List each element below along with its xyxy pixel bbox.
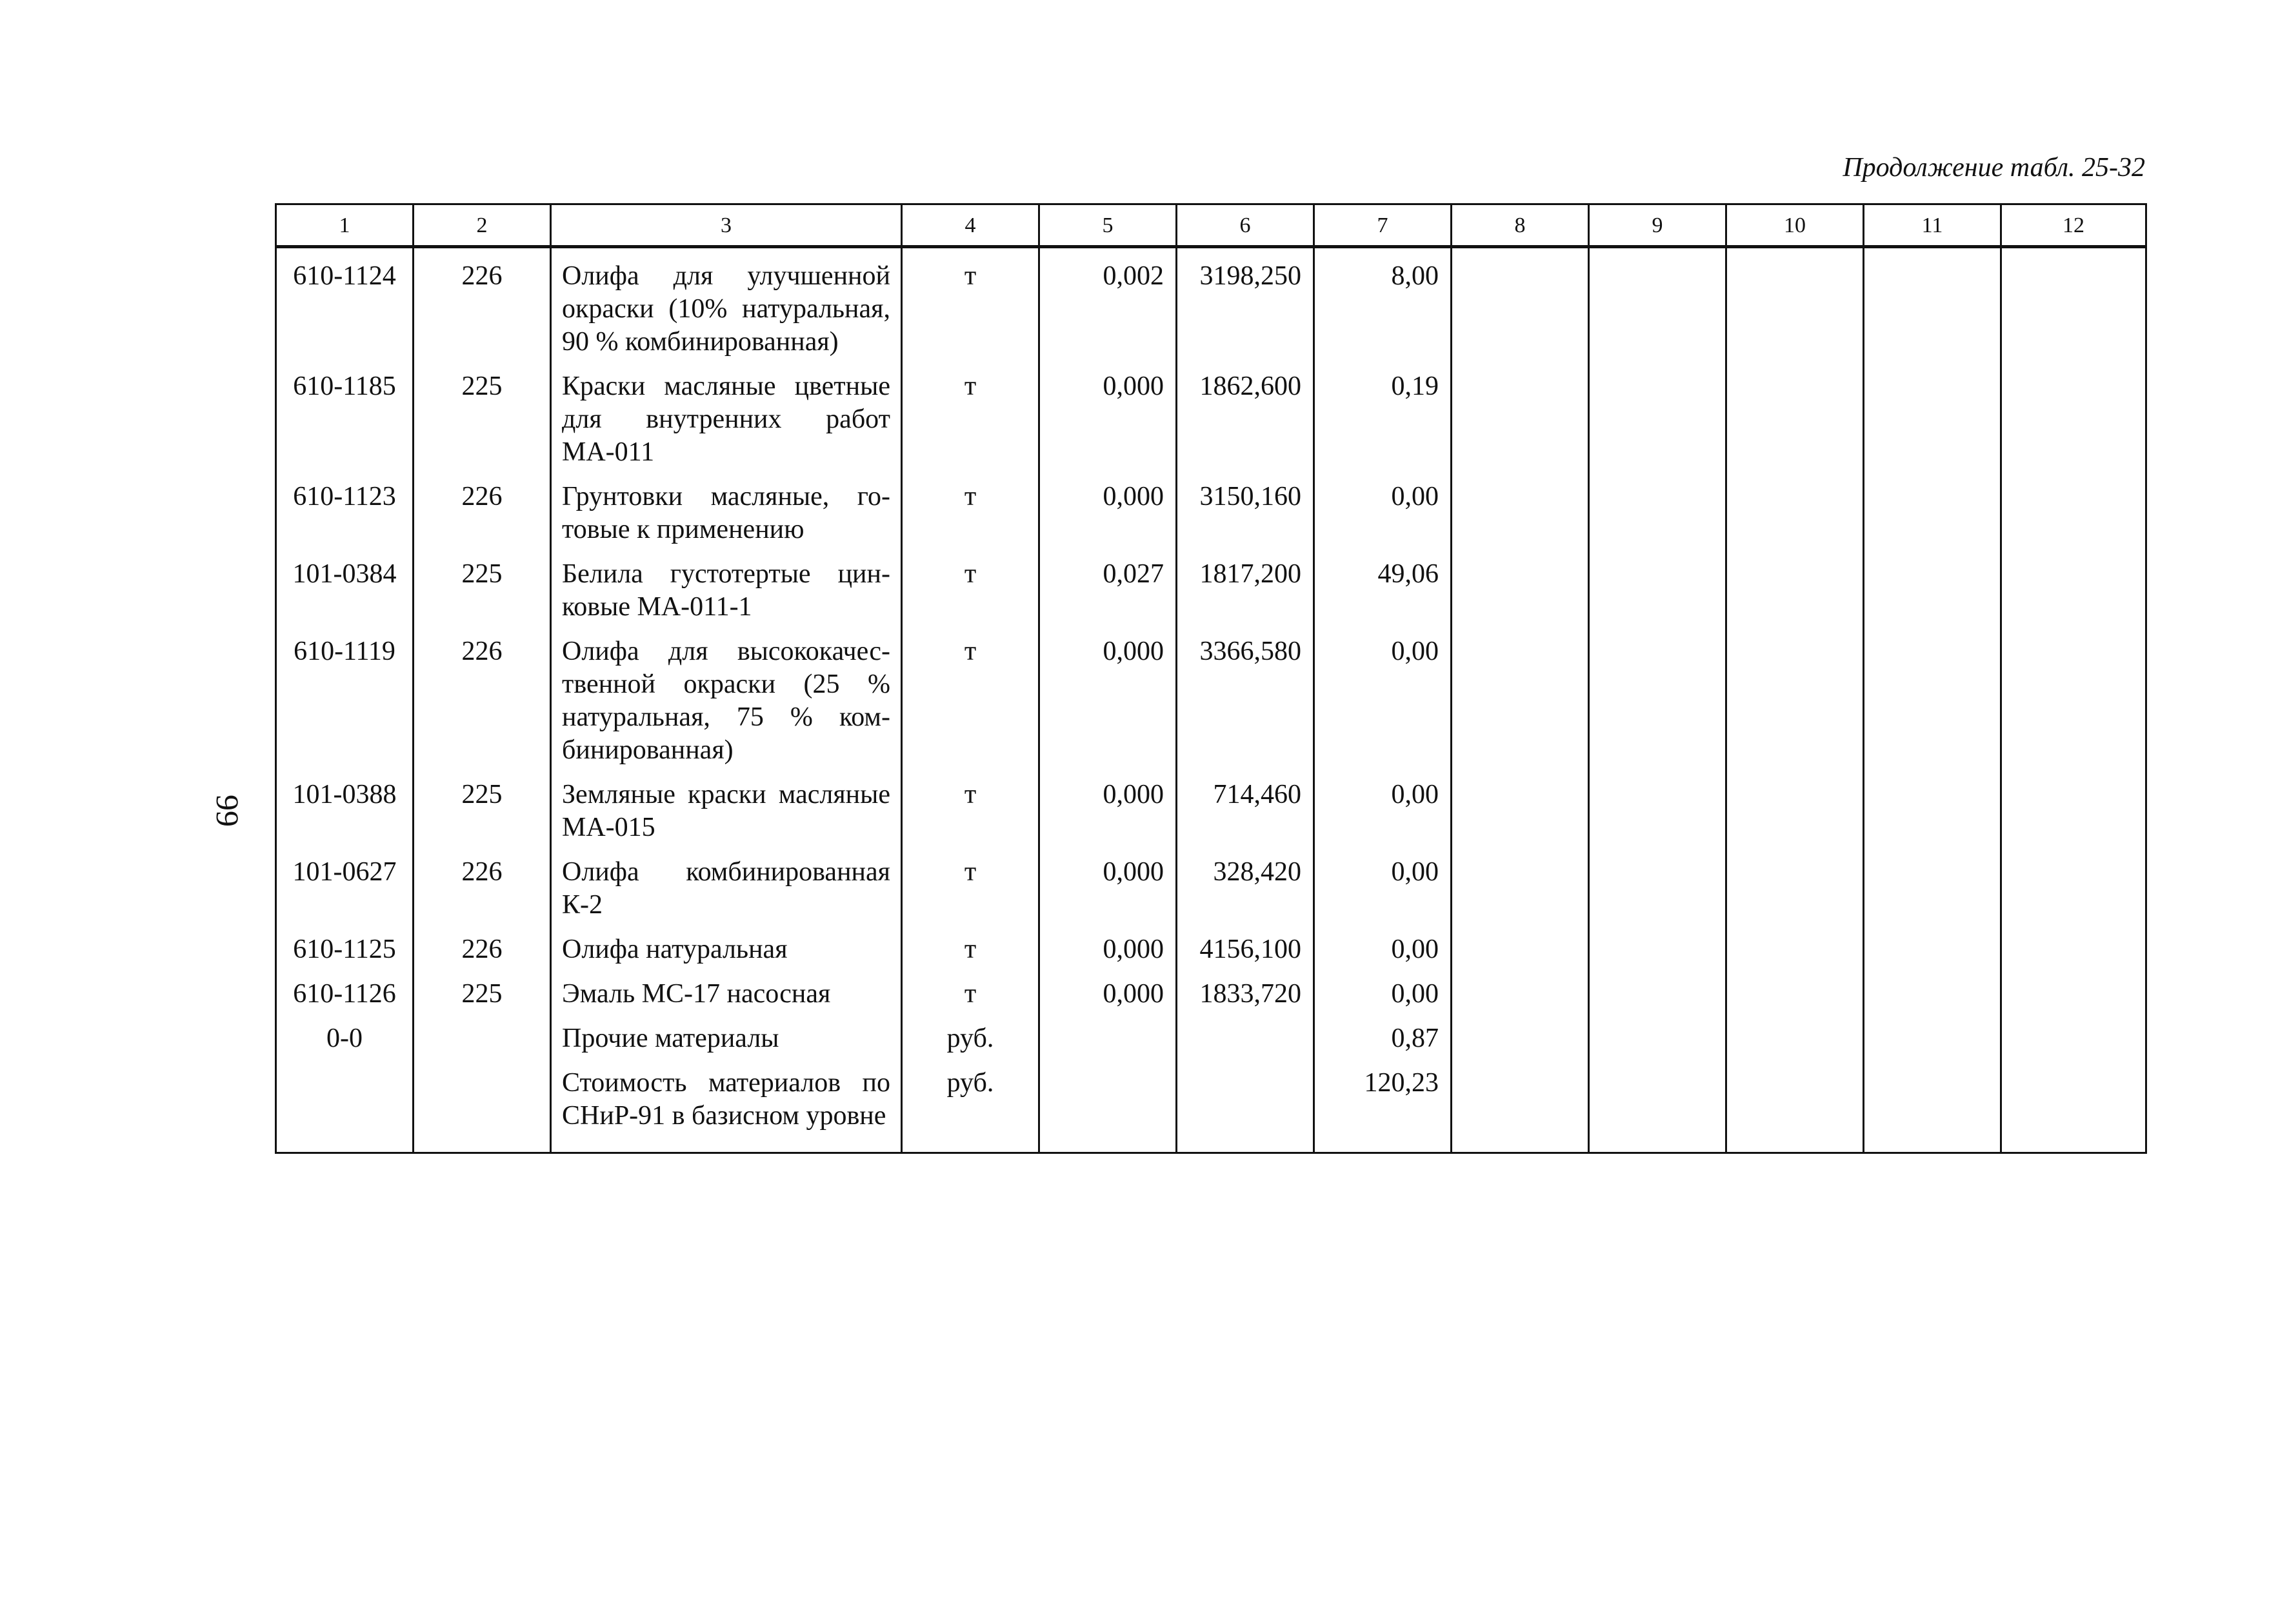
cell-price: 1817,200: [1177, 546, 1314, 624]
cell-empty: [1864, 546, 2001, 624]
cell-quantity: 0,002: [1039, 247, 1177, 359]
table-body: [276, 247, 2146, 1153]
cell-material-name: Олифа для улучшенной окраски (10% натуральная, 90 % комбинированная): [551, 247, 902, 359]
cell-material-name: Эмаль МС-17 насосная: [551, 966, 902, 1011]
cell-empty: [1589, 469, 1726, 546]
cell-code: 610-1119: [276, 624, 414, 767]
table-row: [276, 767, 2146, 844]
cell-material-name: Олифа для высококачественной окраски (25 % натуральная, 75 % комбинированная): [551, 624, 902, 767]
cell-material-name: Олифа комбинированная К-2: [551, 844, 902, 922]
cell-quantity: [1039, 1055, 1177, 1153]
cell-group: 225: [414, 546, 551, 624]
column-header: 6: [1177, 204, 1314, 247]
cell-empty: [2001, 359, 2146, 469]
cell-material-name: Грунтовки масляные, готовые к применению: [551, 469, 902, 546]
header-row: [276, 204, 2146, 247]
cell-empty: [1589, 546, 1726, 624]
cell-empty: [1589, 1011, 1726, 1055]
cell-unit: руб.: [902, 1011, 1039, 1055]
cell-cost: 49,06: [1314, 546, 1452, 624]
cell-price: 1862,600: [1177, 359, 1314, 469]
cell-empty: [1864, 469, 2001, 546]
column-header: 4: [902, 204, 1039, 247]
table-continuation-caption: Продолжение табл. 25-32: [1843, 153, 2145, 183]
cell-empty: [1726, 1055, 1864, 1153]
cell-cost: 0,00: [1314, 966, 1452, 1011]
cell-empty: [1589, 966, 1726, 1011]
cell-empty: [1864, 844, 2001, 922]
cell-empty: [1452, 844, 1589, 922]
cell-code: [276, 1055, 414, 1153]
cell-price: [1177, 1011, 1314, 1055]
cell-empty: [1726, 359, 1864, 469]
cell-code: 610-1123: [276, 469, 414, 546]
cell-empty: [1864, 1055, 2001, 1153]
cell-empty: [1726, 767, 1864, 844]
cell-empty: [1452, 247, 1589, 359]
cell-empty: [2001, 966, 2146, 1011]
cell-material-name: Прочие материалы: [551, 1011, 902, 1055]
cell-material-name: Земляные краски масляные МА-015: [551, 767, 902, 844]
cell-empty: [1726, 546, 1864, 624]
cell-unit: т: [902, 624, 1039, 767]
cell-empty: [1452, 767, 1589, 844]
cell-empty: [1452, 1055, 1589, 1153]
cell-empty: [1864, 359, 2001, 469]
table-row: [276, 359, 2146, 469]
cell-cost: 120,23: [1314, 1055, 1452, 1153]
cell-material-name: Белила густотертые цинковые МА-011-1: [551, 546, 902, 624]
cell-empty: [1864, 767, 2001, 844]
cell-empty: [1589, 624, 1726, 767]
cell-price: 4156,100: [1177, 922, 1314, 966]
cell-group: 225: [414, 359, 551, 469]
cell-unit: т: [902, 546, 1039, 624]
cell-empty: [2001, 247, 2146, 359]
cell-empty: [1452, 922, 1589, 966]
cell-empty: [2001, 546, 2146, 624]
cell-unit: т: [902, 359, 1039, 469]
cell-unit: т: [902, 469, 1039, 546]
cell-code: 101-0384: [276, 546, 414, 624]
cell-price: 3366,580: [1177, 624, 1314, 767]
cell-empty: [1589, 1055, 1726, 1153]
cell-empty: [1589, 922, 1726, 966]
cell-group: 226: [414, 922, 551, 966]
cell-quantity: 0,000: [1039, 624, 1177, 767]
cell-material-name: Олифа натуральная: [551, 922, 902, 966]
cell-empty: [1726, 469, 1864, 546]
cell-group: 225: [414, 966, 551, 1011]
cell-empty: [1589, 359, 1726, 469]
cell-code: 610-1124: [276, 247, 414, 359]
column-header: 3: [551, 204, 902, 247]
cell-quantity: 0,000: [1039, 966, 1177, 1011]
cell-group: 226: [414, 624, 551, 767]
cell-empty: [2001, 844, 2146, 922]
table-row: [276, 844, 2146, 922]
table-row: [276, 546, 2146, 624]
cell-group: 226: [414, 844, 551, 922]
cell-cost: 8,00: [1314, 247, 1452, 359]
cell-quantity: [1039, 1011, 1177, 1055]
cell-cost: 0,00: [1314, 844, 1452, 922]
cell-group: [414, 1055, 551, 1153]
table-row: [276, 624, 2146, 767]
cell-price: 1833,720: [1177, 966, 1314, 1011]
cell-price: 714,460: [1177, 767, 1314, 844]
cell-code: 610-1125: [276, 922, 414, 966]
column-header: 11: [1864, 204, 2001, 247]
cell-material-name: Стоимость материалов по СНиР-91 в базисном уровне: [551, 1055, 902, 1153]
cell-code: 610-1185: [276, 359, 414, 469]
cell-material-name: Краски масляные цветные для внутренних работ МА-011: [551, 359, 902, 469]
cell-empty: [1452, 966, 1589, 1011]
column-header: 8: [1452, 204, 1589, 247]
cell-group: 226: [414, 469, 551, 546]
cell-empty: [1864, 624, 2001, 767]
cell-empty: [2001, 922, 2146, 966]
materials-table: [275, 203, 2147, 1154]
cell-cost: 0,00: [1314, 469, 1452, 546]
cell-price: 3198,250: [1177, 247, 1314, 359]
cell-unit: т: [902, 966, 1039, 1011]
cell-quantity: 0,000: [1039, 469, 1177, 546]
cell-price: 3150,160: [1177, 469, 1314, 546]
cell-unit: руб.: [902, 1055, 1039, 1153]
cell-empty: [1726, 247, 1864, 359]
column-header: 10: [1726, 204, 1864, 247]
cell-empty: [1864, 966, 2001, 1011]
cell-cost: 0,00: [1314, 624, 1452, 767]
column-header: 5: [1039, 204, 1177, 247]
cell-quantity: 0,000: [1039, 767, 1177, 844]
cell-empty: [1726, 1011, 1864, 1055]
cell-price: 328,420: [1177, 844, 1314, 922]
cell-quantity: 0,000: [1039, 844, 1177, 922]
column-header: 12: [2001, 204, 2146, 247]
table-row: [276, 966, 2146, 1011]
cell-group: 225: [414, 767, 551, 844]
cell-quantity: 0,000: [1039, 922, 1177, 966]
cell-unit: т: [902, 922, 1039, 966]
column-header: 9: [1589, 204, 1726, 247]
cell-empty: [1589, 767, 1726, 844]
cell-cost: 0,00: [1314, 767, 1452, 844]
cell-empty: [1726, 624, 1864, 767]
cell-group: 226: [414, 247, 551, 359]
cell-empty: [1452, 1011, 1589, 1055]
cell-unit: т: [902, 247, 1039, 359]
table-row: [276, 469, 2146, 546]
cell-quantity: 0,027: [1039, 546, 1177, 624]
cell-empty: [2001, 624, 2146, 767]
cell-empty: [1452, 546, 1589, 624]
table-row: [276, 1011, 2146, 1055]
column-header: 7: [1314, 204, 1452, 247]
table-row: [276, 1055, 2146, 1153]
cell-cost: 0,87: [1314, 1011, 1452, 1055]
cell-empty: [1864, 1011, 2001, 1055]
cell-unit: т: [902, 767, 1039, 844]
cell-empty: [1589, 247, 1726, 359]
cell-empty: [1452, 359, 1589, 469]
cell-empty: [2001, 767, 2146, 844]
cell-code: 0-0: [276, 1011, 414, 1055]
column-header: 1: [276, 204, 414, 247]
cell-code: 610-1126: [276, 966, 414, 1011]
cell-code: 101-0627: [276, 844, 414, 922]
cell-empty: [1864, 247, 2001, 359]
cell-empty: [1726, 922, 1864, 966]
cell-empty: [2001, 1055, 2146, 1153]
cell-empty: [1864, 922, 2001, 966]
page-number: 99: [210, 795, 246, 827]
table-row: [276, 247, 2146, 359]
cell-empty: [2001, 1011, 2146, 1055]
cell-empty: [1726, 844, 1864, 922]
cell-empty: [1452, 469, 1589, 546]
cell-cost: 0,00: [1314, 922, 1452, 966]
cell-group: [414, 1011, 551, 1055]
cell-unit: т: [902, 844, 1039, 922]
cell-empty: [1589, 844, 1726, 922]
table-row: [276, 922, 2146, 966]
cell-empty: [1452, 624, 1589, 767]
cell-quantity: 0,000: [1039, 359, 1177, 469]
cell-cost: 0,19: [1314, 359, 1452, 469]
cell-empty: [1726, 966, 1864, 1011]
cell-price: [1177, 1055, 1314, 1153]
cell-empty: [2001, 469, 2146, 546]
cell-code: 101-0388: [276, 767, 414, 844]
column-header: 2: [414, 204, 551, 247]
